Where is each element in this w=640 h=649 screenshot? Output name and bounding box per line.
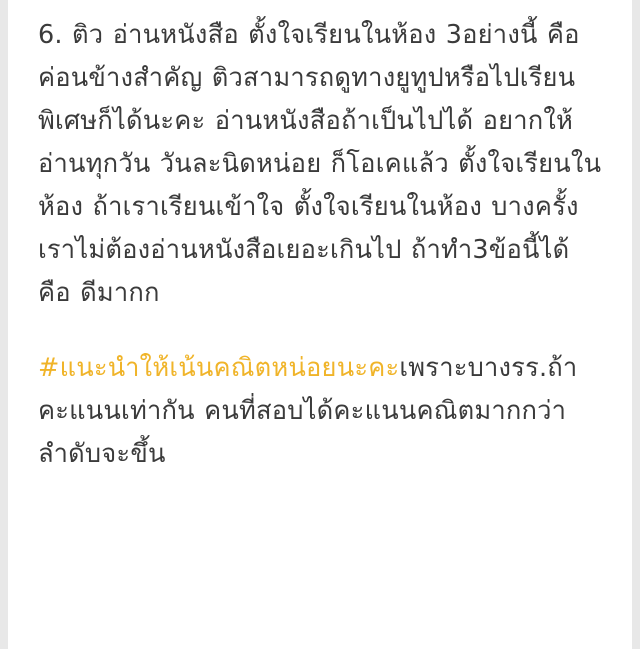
- paragraph-1-text: 6. ติว อ่านหนังสือ ตั้งใจเรียนในห้อง 3อย่างนี้ คือค่อนข้างสำคัญ ติวสามารถดูทางยูทูปหรือไปเรียนพิเศษก็ได้นะคะ อ่านหนังสือถ้าเป็นไปได้ อยากให้อ่านทุกวัน วันละนิดหน่อย ก็โอเคแล้ว ตั้งใจเรียนในห้อง ถ้าเราเรียนเข้าใจ ตั้งใจเรียนในห้อง บางครั้งเราไม่ต้องอ่านหนังสือเยอะเกินไป ถ้าทำ3ข้อนี้ได้ คือ ดีมากก: [38, 20, 602, 308]
- paragraph-1: [38, 14, 610, 315]
- hashtag-highlight: #แนะนำให้เน้นคณิตหน่อยนะคะ: [38, 353, 400, 383]
- paragraph-2-text: เพราะบางรร.ถ้าคะแนนเท่ากัน คนที่สอบได้คะแนนคณิตมากกว่า ลำดับจะขึ้น: [38, 353, 578, 469]
- document-body: [38, 14, 610, 476]
- right-edge-strip: [632, 0, 640, 649]
- left-edge-strip: [0, 0, 8, 649]
- bottom-whitespace: [0, 589, 640, 649]
- paragraph-2: [38, 347, 610, 476]
